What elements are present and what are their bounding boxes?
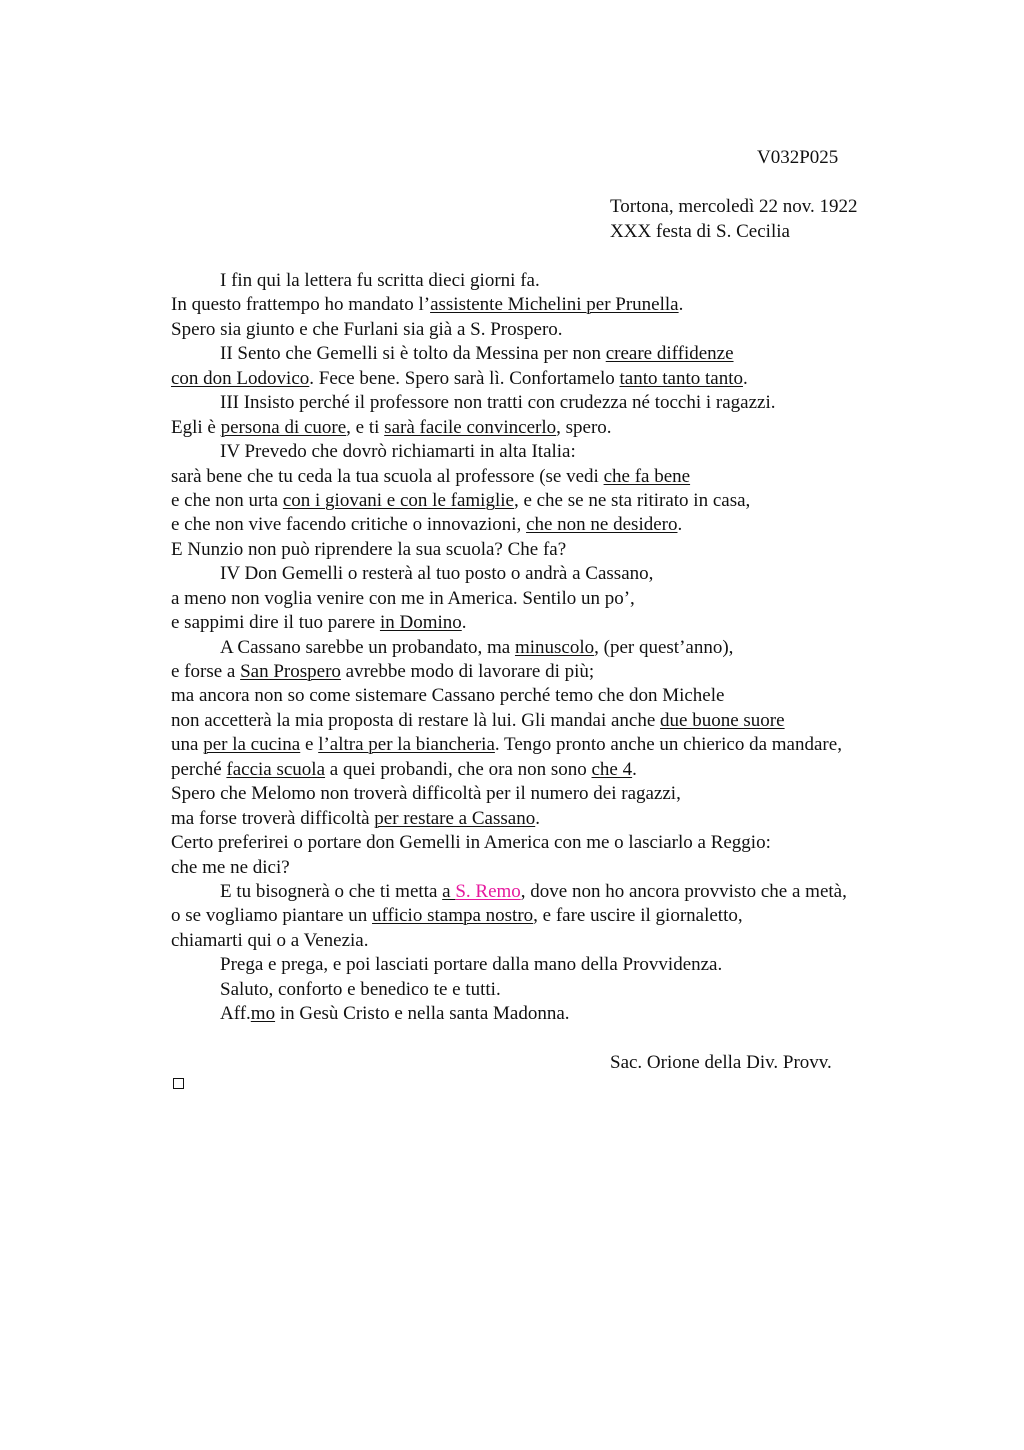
letter-line bbox=[171, 904, 847, 928]
letter-line bbox=[171, 269, 847, 293]
underlined-text: persona di cuore bbox=[220, 416, 347, 438]
underlined-text: sarà facile convincerlo bbox=[384, 416, 557, 438]
line-text: e che non vive facendo critiche o innovazioni, bbox=[171, 514, 527, 536]
letter-line bbox=[171, 684, 847, 708]
underlined-text: che 4 bbox=[591, 758, 633, 780]
underlined-text: per la cucina bbox=[203, 734, 301, 756]
letter-line bbox=[171, 416, 847, 440]
underlined-text: tanto tanto tanto bbox=[619, 367, 743, 389]
line-text: Spero sia giunto e che Furlani sia già a S. Prospero. bbox=[171, 318, 563, 340]
underlined-text: l’altra per la biancheria bbox=[318, 734, 495, 756]
line-text: Spero che Melomo non troverà difficoltà per il numero dei ragazzi, bbox=[171, 783, 681, 805]
underlined-text: S. Remo bbox=[455, 880, 521, 902]
underlined-text: che fa bene bbox=[603, 465, 691, 487]
line-text: ma ancora non so come sistemare Cassano perché temo che don Michele bbox=[171, 685, 725, 707]
underlined-text: San Prospero bbox=[240, 661, 341, 682]
line-text: o se vogliamo piantare un bbox=[171, 905, 373, 927]
line-text: perché bbox=[171, 758, 227, 780]
letter-line bbox=[171, 953, 847, 977]
underlined-text: che non ne desidero bbox=[526, 514, 678, 536]
line-text: IV Prevedo che dovrò richiamarti in alta Italia: bbox=[220, 441, 576, 463]
feast-line: XXX festa di S. Cecilia bbox=[610, 221, 790, 242]
line-text: E Nunzio non può riprendere la sua scuola? Che fa? bbox=[171, 538, 567, 560]
underlined-text: per restare a Cassano bbox=[374, 807, 536, 829]
line-text: E tu bisognerà o che ti metta bbox=[220, 880, 443, 902]
line-text: . bbox=[535, 807, 540, 829]
line-text: . bbox=[632, 758, 637, 780]
line-text: Egli è bbox=[171, 416, 221, 438]
line-text: . bbox=[677, 514, 683, 536]
line-text: , (per quest’anno), bbox=[594, 636, 734, 658]
letter-line bbox=[171, 758, 847, 782]
letter-line bbox=[171, 978, 847, 1002]
line-text: non accetterà la mia proposta di restare là lui. Gli mandai anche bbox=[171, 709, 661, 731]
underlined-text: faccia scuola bbox=[226, 758, 326, 780]
line-text: , e ti bbox=[346, 416, 385, 438]
line-text: In questo frattempo ho mandato l’ bbox=[171, 294, 431, 316]
line-text: che me ne dici? bbox=[171, 856, 290, 878]
letter-line bbox=[171, 929, 847, 953]
line-text: . bbox=[461, 612, 467, 634]
line-text: ma forse troverà difficoltà bbox=[171, 807, 375, 829]
letter-line bbox=[171, 880, 847, 904]
letter-line bbox=[171, 807, 847, 831]
letter-line bbox=[171, 440, 847, 464]
letter-line bbox=[171, 1002, 847, 1026]
letter-line bbox=[171, 513, 847, 537]
document-id: V032P025 bbox=[757, 147, 839, 168]
checkbox-square bbox=[173, 1078, 184, 1089]
line-text: Saluto, conforto e benedico te e tutti. bbox=[220, 978, 501, 1000]
underlined-text: ufficio stampa nostro bbox=[372, 905, 534, 927]
line-text: avrebbe modo di lavorare di più; bbox=[340, 661, 595, 682]
line-text: , e fare uscire il giornaletto, bbox=[533, 905, 743, 927]
letter-line bbox=[171, 538, 847, 562]
line-text: in Gesù Cristo e nella santa Madonna. bbox=[275, 1003, 570, 1025]
line-text: . bbox=[678, 294, 684, 316]
line-text: IV Don Gemelli o resterà al tuo posto o andrà a Cassano, bbox=[220, 563, 654, 585]
line-text: I fin qui la lettera fu scritta dieci giorni fa. bbox=[220, 270, 540, 291]
line-text: . Tengo pronto anche un chierico da mandare, bbox=[494, 734, 842, 756]
underlined-text: con don Lodovico bbox=[171, 367, 310, 389]
underlined-text: in Domino bbox=[379, 612, 462, 634]
letter-line bbox=[171, 293, 847, 317]
line-text: e forse a bbox=[171, 661, 241, 682]
underlined-text: creare diffidenze bbox=[605, 343, 734, 365]
letter-line bbox=[171, 831, 847, 855]
line-text: Aff. bbox=[220, 1003, 251, 1025]
line-text: una bbox=[171, 734, 204, 756]
letter-line bbox=[171, 342, 847, 366]
line-text: Prega e prega, e poi lasciati portare dalla mano della Provvidenza. bbox=[220, 954, 723, 976]
letter-line bbox=[171, 709, 847, 733]
letter-line bbox=[171, 465, 847, 489]
underlined-text: minuscolo bbox=[514, 636, 595, 658]
letter-line bbox=[171, 660, 847, 684]
letter-line bbox=[171, 611, 847, 635]
line-text: II Sento che Gemelli si è tolto da Messina per non bbox=[220, 343, 606, 365]
underlined-text: due buone suore bbox=[660, 709, 785, 731]
line-text: , spero. bbox=[556, 416, 612, 438]
line-text: chiamarti qui o a Venezia. bbox=[171, 929, 369, 951]
signature: Sac. Orione della Div. Provv. bbox=[610, 1052, 832, 1073]
letter-line bbox=[171, 489, 847, 513]
date-line: Tortona, mercoledì 22 nov. 1922 bbox=[610, 196, 858, 217]
line-text: . Fece bene. Spero sarà lì. Confortamelo bbox=[309, 367, 620, 389]
line-text: , e che se ne sta ritirato in casa, bbox=[513, 489, 751, 511]
underlined-text: mo bbox=[250, 1003, 276, 1025]
letter-body bbox=[171, 269, 847, 1027]
line-text: e che non urta bbox=[171, 489, 283, 511]
line-text: a meno non voglia venire con me in America. Sentilo un po’, bbox=[171, 587, 635, 609]
letter-line bbox=[171, 856, 847, 880]
line-text: , dove non ho ancora provvisto che a metà, bbox=[520, 880, 847, 902]
letter-line bbox=[171, 733, 847, 757]
underlined-text: a bbox=[442, 880, 456, 902]
line-text: III Insisto perché il professore non tratti con crudezza né tocchi i ragazzi. bbox=[220, 392, 776, 414]
letter-line bbox=[171, 391, 847, 415]
line-text: a quei probandi, che ora non sono bbox=[325, 758, 592, 780]
letter-line bbox=[171, 318, 847, 342]
line-text: sarà bene che tu ceda la tua scuola al professore (se vedi bbox=[171, 465, 604, 487]
line-text: e sappimi dire il tuo parere bbox=[171, 612, 380, 634]
letter-line bbox=[171, 782, 847, 806]
letter-line bbox=[171, 367, 847, 391]
letter-line bbox=[171, 636, 847, 660]
underlined-text: assistente Michelini per Prunella bbox=[430, 294, 679, 316]
line-text: A Cassano sarebbe un probandato, ma bbox=[220, 636, 515, 658]
line-text: Certo preferirei o portare don Gemelli in America con me o lasciarlo a Reggio: bbox=[171, 832, 771, 854]
letter-line bbox=[171, 587, 847, 611]
line-text: . bbox=[742, 367, 748, 389]
line-text: e bbox=[300, 734, 319, 756]
letter-line bbox=[171, 562, 847, 586]
underlined-text: con i giovani e con le famiglie bbox=[282, 489, 514, 511]
